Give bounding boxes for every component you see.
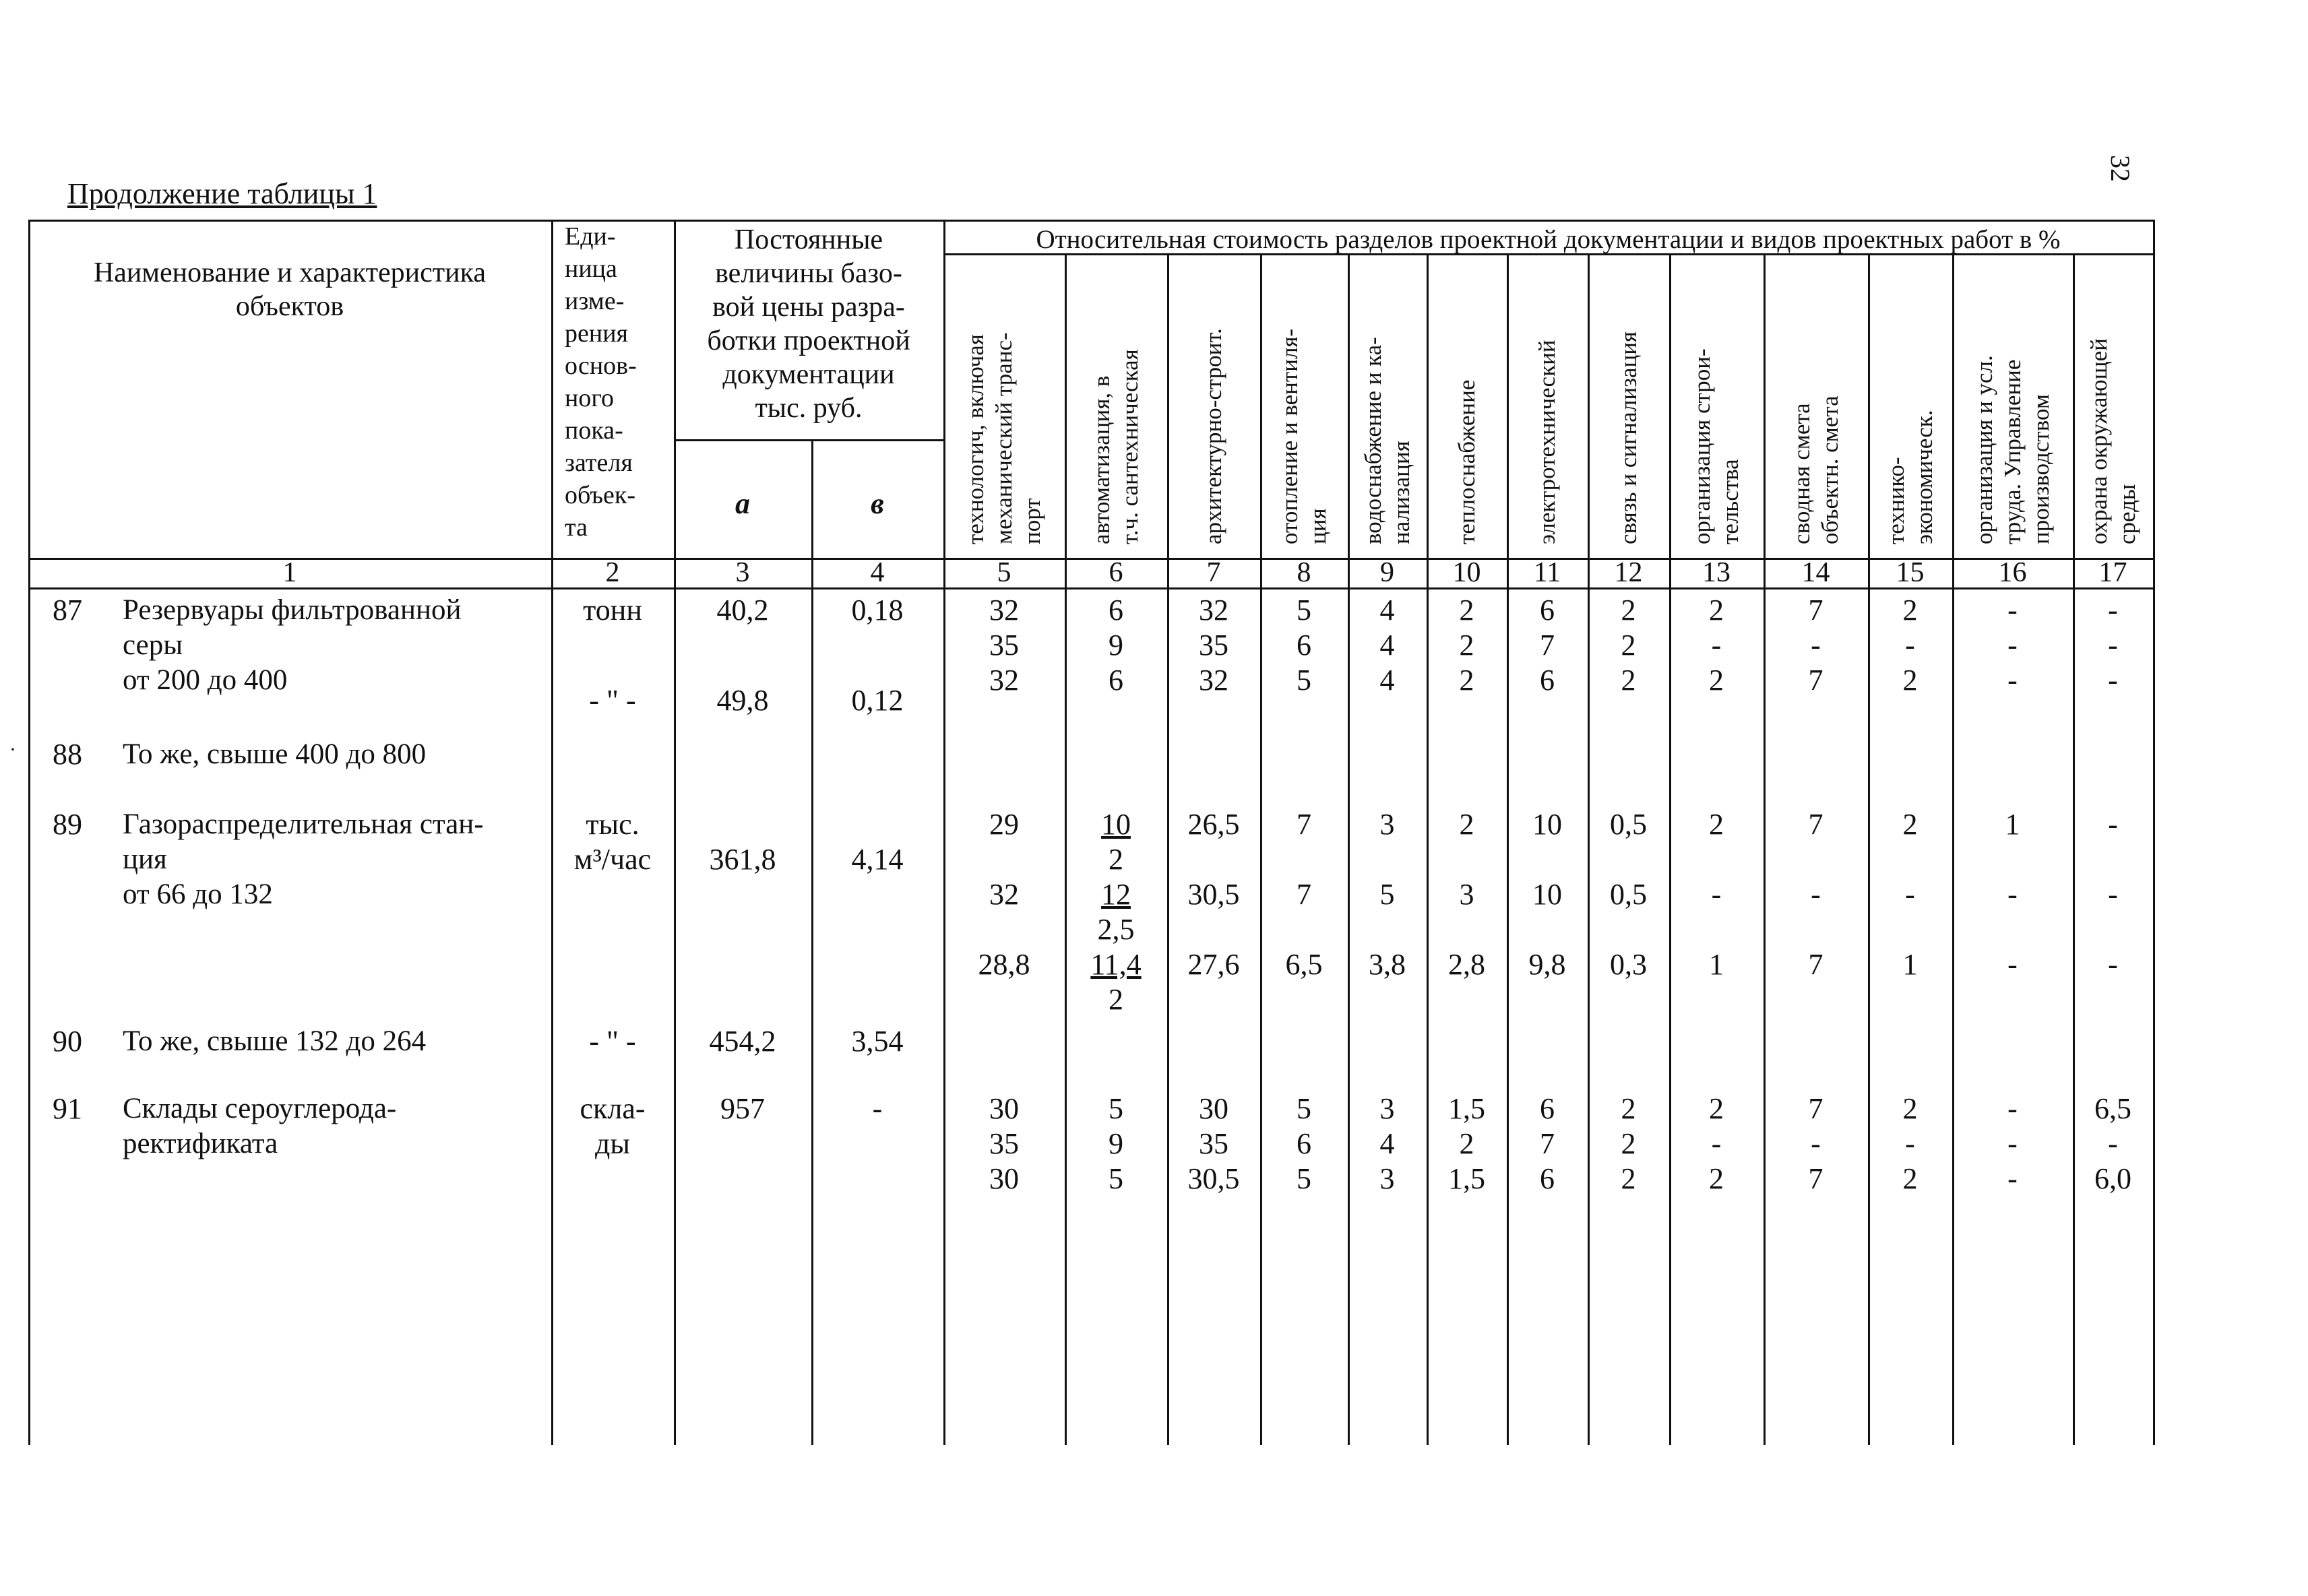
section-value: 26,5	[1187, 808, 1240, 841]
header-base-price-line: тыс. руб.	[755, 393, 863, 424]
section-header-5-line: технологич, включая	[962, 334, 989, 544]
column-number-3: 3	[735, 557, 750, 588]
column-rule-17	[2153, 220, 2155, 1445]
section-value: 29	[989, 808, 1019, 841]
section-value: 7	[1808, 664, 1823, 697]
section-value: 4	[1379, 594, 1395, 627]
section-value: 5	[1379, 878, 1395, 911]
section-value: 32	[1199, 594, 1228, 627]
section-header-13-line: тельства	[1717, 459, 1743, 544]
section-value: -	[1811, 629, 1821, 662]
section-value: 12	[1101, 878, 1131, 911]
section-value: 10	[1532, 808, 1562, 841]
column-rule-11	[1588, 253, 1590, 1445]
row-unit: тонн	[583, 594, 642, 627]
section-value: 28,8	[978, 948, 1030, 981]
row-number: 91	[53, 1092, 82, 1125]
column-number-4: 4	[870, 557, 885, 588]
section-value: 2	[1621, 1092, 1636, 1125]
column-rule-8	[1348, 253, 1350, 1445]
section-header-5-line: механический транс-	[991, 332, 1017, 544]
section-value: 9,8	[1528, 948, 1566, 981]
section-value: 2	[1109, 843, 1123, 876]
column-rule-14	[1868, 253, 1870, 1445]
header-unit-line: объек-	[565, 481, 636, 509]
column-rule-9	[1427, 253, 1429, 1445]
section-value: 7	[1540, 1127, 1555, 1160]
row-number: 89	[53, 808, 82, 841]
row-number: 88	[53, 738, 82, 771]
header-unit-line: основ-	[565, 352, 637, 380]
section-value: 4	[1379, 664, 1395, 697]
section-value: 2	[1709, 808, 1724, 841]
section-value: 7	[1808, 1092, 1823, 1125]
section-value: -	[2007, 1127, 2018, 1160]
column-rule-10	[1507, 253, 1509, 1445]
column-number-1: 1	[282, 557, 297, 588]
section-value: 35	[989, 629, 1019, 662]
section-value: 5	[1297, 664, 1311, 697]
section-value: 3	[1379, 808, 1395, 841]
header-base-price-line: ботки проектной	[707, 325, 910, 356]
section-value: 2	[1459, 594, 1474, 627]
row-unit-2: м³/час	[573, 843, 652, 876]
section-value: 0,3	[1610, 948, 1647, 981]
section-header-9-line: нализация	[1387, 441, 1414, 544]
section-header-10-line: теплоснабжение	[1453, 379, 1480, 544]
section-value: -	[1905, 629, 1915, 662]
section-value: 4	[1379, 1127, 1395, 1160]
section-value: 7	[1540, 629, 1555, 662]
header-base-price-line: вой цены разра-	[712, 292, 905, 323]
row-value-b: 3,54	[851, 1025, 904, 1058]
header-col-b: в	[871, 487, 884, 520]
section-value: 35	[1199, 1127, 1228, 1160]
column-number-9: 9	[1380, 557, 1394, 588]
section-value: -	[2007, 1162, 2018, 1195]
header-base-price-line: документации	[722, 359, 895, 390]
section-value: 30,5	[1187, 1162, 1240, 1195]
section-value: 10	[1101, 808, 1131, 841]
column-number-7: 7	[1206, 557, 1221, 588]
row-value-b: 4,14	[851, 843, 904, 876]
section-value: 6	[1540, 594, 1555, 627]
section-value: 7	[1297, 878, 1311, 911]
column-number-5: 5	[997, 557, 1011, 588]
section-value: 32	[989, 878, 1019, 911]
section-value: 2	[1902, 1162, 1918, 1195]
section-value: -	[2108, 808, 2118, 841]
section-value: 6	[1297, 1127, 1311, 1160]
section-value: 1,5	[1448, 1162, 1485, 1195]
section-value: 6	[1109, 594, 1123, 627]
row-value-a: 957	[720, 1092, 765, 1125]
page-number: 32	[2105, 155, 2135, 182]
table-caption: Продолжение таблицы 1	[67, 177, 377, 210]
section-value: 35	[989, 1127, 1019, 1160]
section-value: 2	[1621, 1127, 1636, 1160]
section-value: 2	[1621, 664, 1636, 697]
row-value-b: -	[872, 1092, 883, 1125]
section-value: 2,8	[1448, 948, 1485, 981]
row-unit: тыс.	[586, 808, 640, 841]
section-value: 5	[1297, 1162, 1311, 1195]
section-header-6-line: т.ч. сантехническая	[1117, 349, 1143, 544]
section-header-5-line: порт	[1019, 498, 1045, 544]
section-value: 2	[1459, 629, 1474, 662]
column-number-16: 16	[1998, 557, 2027, 588]
section-value: 10	[1532, 878, 1562, 911]
header-unit-line: Еди-	[565, 222, 616, 251]
column-number-12: 12	[1614, 557, 1643, 588]
section-value: -	[2108, 629, 2118, 662]
section-value: 2	[1902, 808, 1918, 841]
row-name-line: ция	[123, 843, 167, 875]
section-value: -	[1811, 1127, 1821, 1160]
section-value: 2	[1902, 1092, 1918, 1125]
section-value: -	[2108, 1127, 2118, 1160]
ab-header-border	[674, 439, 943, 441]
section-header-16-line: производством	[2027, 394, 2054, 544]
section-value: 6	[1109, 664, 1123, 697]
section-value: 2	[1459, 664, 1474, 697]
row-name-line: от 66 до 132	[123, 879, 273, 910]
section-value: 2	[1621, 594, 1636, 627]
header-unit-line: рения	[565, 319, 629, 348]
column-number-8: 8	[1297, 557, 1311, 588]
column-rule-6	[1167, 253, 1169, 1445]
section-value: 30	[1199, 1092, 1228, 1125]
section-value: 5	[1109, 1162, 1123, 1195]
section-value: 30	[989, 1092, 1019, 1125]
section-value: 7	[1808, 948, 1823, 981]
header-name-column: Наименование и характеристика объектов	[93, 257, 487, 322]
section-value: 3	[1379, 1162, 1395, 1195]
row-name-line: То же, свыше 400 до 800	[123, 738, 427, 770]
section-value: 2	[1459, 1127, 1474, 1160]
section-header-16-line: труда. Управление	[1999, 359, 2026, 544]
column-rule-0	[28, 220, 30, 1445]
column-rule-15	[1952, 253, 1954, 1445]
section-value: -	[2108, 948, 2118, 981]
section-value: 6,5	[2094, 1092, 2131, 1125]
section-header-17-line: среды	[2113, 484, 2140, 544]
row-unit: скла-	[580, 1092, 646, 1125]
section-value: -	[1711, 878, 1722, 911]
section-value: 7	[1808, 594, 1823, 627]
section-value: 2	[1459, 808, 1474, 841]
section-value: 7	[1297, 808, 1311, 841]
section-value: 30,5	[1187, 878, 1240, 911]
header-unit-line: ница	[565, 255, 617, 283]
section-value: -	[1711, 629, 1722, 662]
section-value: 5	[1297, 1092, 1311, 1125]
section-value: 6,0	[2094, 1162, 2131, 1195]
section-value: 32	[989, 594, 1019, 627]
column-rule-13	[1764, 253, 1766, 1445]
header-unit-line: ного	[565, 384, 614, 412]
header-unit-line: та	[565, 513, 588, 542]
column-number-13: 13	[1702, 557, 1730, 588]
row-value-b: 0,18	[851, 594, 904, 627]
section-value: 1	[2005, 808, 2020, 841]
section-header-14-line: сводная смета	[1788, 403, 1815, 544]
section-header-9-line: водоснабжение и ка-	[1359, 337, 1386, 544]
header-unit-line: пока-	[565, 416, 623, 445]
header-base-price-line: величины базо-	[715, 258, 902, 289]
section-value: -	[2108, 878, 2118, 911]
section-header-8-line: ция	[1305, 508, 1331, 544]
row-name-line: Газораспределительная стан-	[123, 808, 484, 840]
row-name-line: серы	[123, 629, 183, 661]
section-value: 2	[1902, 664, 1918, 697]
table-top-border	[28, 220, 2155, 222]
section-value: 27,6	[1187, 948, 1240, 981]
section-value: -	[1905, 878, 1915, 911]
row-value-a: 40,2	[716, 594, 769, 627]
header-base-price-line: Постоянные	[734, 224, 883, 255]
section-value: 30	[989, 1162, 1019, 1195]
section-value: 5	[1109, 1092, 1123, 1125]
header-unit-line: изме-	[565, 287, 625, 315]
column-number-11: 11	[1533, 557, 1561, 588]
section-value: 5	[1297, 594, 1311, 627]
section-value: 35	[1199, 629, 1228, 662]
column-number-6: 6	[1109, 557, 1123, 588]
section-value: -	[2007, 878, 2018, 911]
section-value: 2	[1709, 1092, 1724, 1125]
section-header-17-line: охрана окружающей	[2085, 338, 2112, 544]
row-name-line: ректификата	[123, 1128, 278, 1159]
column-rule-2	[674, 220, 676, 1445]
section-value: 9	[1109, 629, 1123, 662]
section-header-11-line: электротехнический	[1534, 340, 1560, 544]
section-header-8-line: отопление и вентиля-	[1276, 328, 1303, 544]
section-value: -	[2007, 594, 2018, 627]
column-number-14: 14	[1801, 557, 1830, 588]
row-value-a: 49,8	[716, 684, 769, 717]
section-value: 4	[1379, 629, 1395, 662]
row-value-b: 0,12	[851, 684, 904, 717]
section-value: -	[1905, 1127, 1915, 1160]
section-header-14-line: объектн. смета	[1816, 395, 1843, 544]
section-header-15-line: экономическ.	[1910, 410, 1937, 544]
header-col-a: а	[735, 487, 750, 520]
section-value: 6	[1540, 664, 1555, 697]
column-number-10: 10	[1452, 557, 1481, 588]
row-name-line: от 200 до 400	[123, 664, 288, 696]
section-value: -	[2007, 948, 2018, 981]
column-rule-12	[1669, 253, 1671, 1445]
section-value: 6	[1540, 1162, 1555, 1195]
header-relative-cost: Относительная стоимость разделов проектной документации и видов проектных работ в %	[1036, 225, 2061, 254]
section-header-12-line: связь и сигнализация	[1615, 331, 1642, 544]
section-value: 2	[1621, 629, 1636, 662]
row-name-line: Склады сероуглерода-	[123, 1093, 397, 1124]
stray-mark: ·	[9, 738, 16, 761]
row-unit: - " -	[589, 1025, 636, 1058]
section-header-16-line: организация и усл.	[1970, 355, 1997, 544]
row-value-a: 361,8	[709, 843, 776, 876]
section-header-15-line: технико-	[1882, 457, 1909, 544]
section-value: 2	[1621, 1162, 1636, 1195]
section-value: 2	[1902, 594, 1918, 627]
section-value: 3	[1459, 878, 1474, 911]
section-value: -	[2108, 594, 2118, 627]
section-value: 11,4	[1090, 948, 1142, 981]
row-number: 87	[53, 594, 82, 627]
section-value: 2	[1709, 1162, 1724, 1195]
section-value: 2	[1109, 983, 1123, 1016]
section-value: 3	[1379, 1092, 1395, 1125]
section-value: 7	[1808, 808, 1823, 841]
section-value: 6	[1297, 629, 1311, 662]
section-value: 0,5	[1610, 878, 1647, 911]
section-value: 6	[1540, 1092, 1555, 1125]
section-value: 2	[1709, 594, 1724, 627]
column-rule-16	[2073, 253, 2075, 1445]
section-header-7-line: архитектурно-строит.	[1200, 328, 1226, 544]
row-unit-2: ды	[595, 1127, 630, 1160]
row-value-a: 454,2	[709, 1025, 776, 1058]
section-value: 1,5	[1448, 1092, 1485, 1125]
section-header-13-line: организация строи-	[1689, 348, 1715, 544]
column-number-17: 17	[2098, 557, 2127, 588]
row-name-line: То же, свыше 132 до 264	[123, 1025, 427, 1057]
section-value: 0,5	[1610, 808, 1647, 841]
row-name-line: Резервуары фильтрованной	[123, 594, 462, 626]
section-value: 2	[1709, 664, 1724, 697]
section-value: 32	[989, 664, 1019, 697]
section-header-6-line: автоматизация, в	[1088, 375, 1115, 544]
section-value: -	[1811, 878, 1821, 911]
row-number: 90	[53, 1025, 82, 1058]
section-value: 32	[1199, 664, 1228, 697]
section-value: -	[2007, 1092, 2018, 1125]
section-value: 6,5	[1285, 948, 1323, 981]
column-rule-7	[1260, 253, 1262, 1445]
column-number-2: 2	[605, 557, 620, 588]
section-value: -	[1711, 1127, 1722, 1160]
section-value: -	[2007, 629, 2018, 662]
section-value: 2,5	[1097, 913, 1135, 946]
section-value: 1	[1902, 948, 1918, 981]
section-value: 7	[1808, 1162, 1823, 1195]
section-value: -	[2007, 664, 2018, 697]
section-value: -	[2108, 664, 2118, 697]
column-number-15: 15	[1896, 557, 1925, 588]
section-value: 1	[1709, 948, 1724, 981]
section-value: 9	[1109, 1127, 1123, 1160]
section-value: 3,8	[1369, 948, 1406, 981]
header-unit-line: зателя	[565, 449, 633, 477]
row-unit: - " -	[589, 684, 636, 717]
